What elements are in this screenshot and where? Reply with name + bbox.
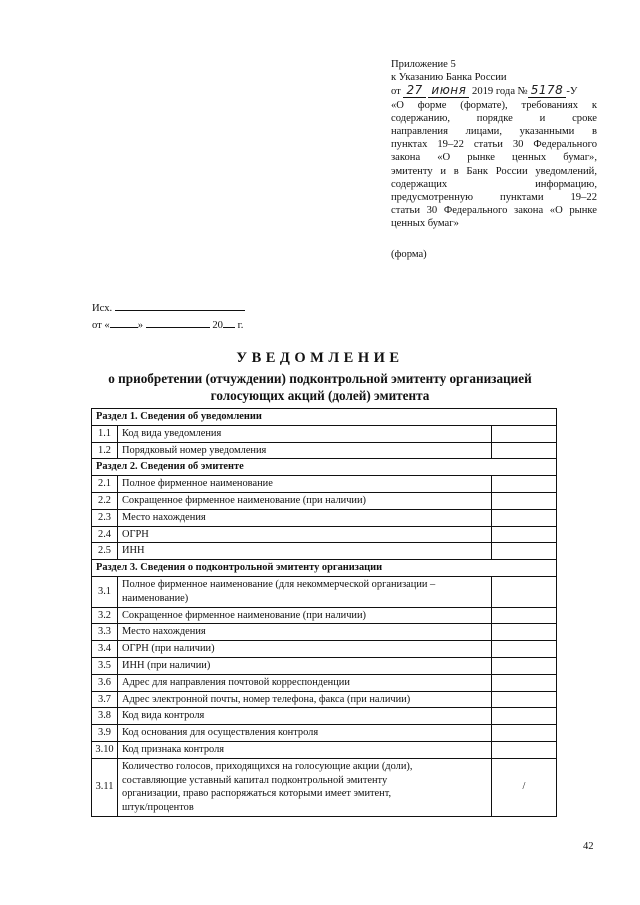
row-number: 3.1 bbox=[92, 576, 118, 607]
outgoing-number-blank[interactable] bbox=[115, 300, 245, 311]
row-value-cell[interactable] bbox=[492, 425, 557, 442]
appendix-text-line: пунктах 19–22 статьи 30 Федерального bbox=[391, 139, 597, 151]
section-row bbox=[92, 459, 557, 476]
row-value-cell[interactable] bbox=[492, 708, 557, 725]
page-number: 42 bbox=[583, 841, 594, 852]
row-value-cell[interactable] bbox=[492, 691, 557, 708]
outgoing-year-prefix: 20 bbox=[212, 320, 223, 331]
row-label: Адрес для направления почтовой корреспонденции bbox=[118, 674, 492, 691]
row-value-cell[interactable] bbox=[492, 641, 557, 658]
appendix-text-line: «О форме (формате), требованиях к bbox=[391, 99, 597, 111]
table-row bbox=[92, 576, 557, 607]
row-number: 1.1 bbox=[92, 425, 118, 442]
outgoing-date-from: от « bbox=[92, 320, 110, 331]
table-row bbox=[92, 607, 557, 624]
appendix-text-line: статьи 30 Федерального закона «О рынке bbox=[391, 205, 597, 217]
appendix-text-line: направления лицами, указанными в bbox=[391, 126, 597, 138]
appendix-text-last-line: ценных бумаг» bbox=[391, 218, 459, 230]
forma-label: (форма) bbox=[391, 249, 427, 260]
row-value-cell[interactable] bbox=[492, 543, 557, 560]
outgoing-year-blank[interactable] bbox=[223, 317, 235, 328]
row-number: 3.3 bbox=[92, 624, 118, 641]
row-value-cell[interactable] bbox=[492, 509, 557, 526]
row-label: Место нахождения bbox=[118, 509, 492, 526]
table-row bbox=[92, 442, 557, 459]
row-label-line: организации, право распоряжаться которыми имеет эмитент, bbox=[122, 788, 392, 800]
appendix-line-1: Приложение 5 bbox=[391, 59, 456, 70]
section-3-header: Раздел 3. Сведения о подконтрольной эмитенту организации bbox=[92, 560, 557, 577]
row-label: Код основания для осуществления контроля bbox=[118, 725, 492, 742]
row-label-line: штук/процентов bbox=[122, 802, 194, 814]
document-subtitle bbox=[60, 370, 580, 404]
row-value-cell[interactable] bbox=[492, 657, 557, 674]
row-label-line: Полное фирменное наименование (для некоммерческой организации – bbox=[122, 578, 436, 590]
row-label: ИНН (при наличии) bbox=[118, 657, 492, 674]
appendix-text-line: содержащих информацию, bbox=[391, 178, 597, 190]
row-label: ОГРН bbox=[118, 526, 492, 543]
document-title: УВЕДОМЛЕНИЕ bbox=[236, 350, 404, 366]
row-label: Код вида уведомления bbox=[118, 425, 492, 442]
outgoing-ref-block bbox=[92, 300, 245, 334]
table-row bbox=[92, 741, 557, 758]
subtitle-line-2: голосующих акций (долей) эмитента bbox=[210, 388, 430, 403]
appendix-text-line: эмитенту и в Банк России уведомлений, bbox=[391, 165, 597, 177]
date-year: 2019 года № bbox=[472, 86, 528, 98]
table-row bbox=[92, 492, 557, 509]
order-number-handwritten: 5178 bbox=[528, 83, 567, 98]
table-row bbox=[92, 425, 557, 442]
table-row bbox=[92, 624, 557, 641]
outgoing-year-suffix: г. bbox=[237, 320, 244, 331]
table-row bbox=[92, 691, 557, 708]
row-number: 3.4 bbox=[92, 641, 118, 658]
row-number: 3.8 bbox=[92, 708, 118, 725]
table-row bbox=[92, 758, 557, 816]
table-row bbox=[92, 526, 557, 543]
date-day-handwritten: 27 bbox=[403, 83, 425, 98]
notification-form-table bbox=[91, 408, 557, 817]
appendix-date-line bbox=[391, 84, 597, 98]
row-value-cell[interactable] bbox=[492, 624, 557, 641]
row-number: 3.9 bbox=[92, 725, 118, 742]
row-label: Код признака контроля bbox=[118, 741, 492, 758]
row-number: 3.2 bbox=[92, 607, 118, 624]
row-number: 3.11 bbox=[92, 758, 118, 816]
row-number: 3.6 bbox=[92, 674, 118, 691]
date-month-handwritten: июня bbox=[428, 83, 469, 98]
appendix-text-line: закона «О рынке ценных бумаг», bbox=[391, 152, 597, 164]
table-row bbox=[92, 725, 557, 742]
outgoing-day-blank[interactable] bbox=[110, 317, 138, 328]
row-number: 2.3 bbox=[92, 509, 118, 526]
outgoing-month-blank[interactable] bbox=[146, 317, 210, 328]
row-number: 3.10 bbox=[92, 741, 118, 758]
section-row bbox=[92, 560, 557, 577]
row-label: Адрес электронной почты, номер телефона, факса (при наличии) bbox=[118, 691, 492, 708]
row-value-cell[interactable] bbox=[492, 725, 557, 742]
appendix-line-2: к Указанию Банка России bbox=[391, 72, 507, 84]
table-row bbox=[92, 657, 557, 674]
row-label: Код вида контроля bbox=[118, 708, 492, 725]
row-number: 3.5 bbox=[92, 657, 118, 674]
table-row bbox=[92, 641, 557, 658]
row-label bbox=[118, 758, 492, 816]
outgoing-date-line bbox=[92, 317, 245, 334]
date-prefix: от bbox=[391, 86, 401, 98]
row-label: ОГРН (при наличии) bbox=[118, 641, 492, 658]
row-value-cell[interactable] bbox=[492, 442, 557, 459]
row-label-line: Количество голосов, приходящихся на голосующие акции (доли), bbox=[122, 760, 413, 772]
row-number: 2.2 bbox=[92, 492, 118, 509]
table-row bbox=[92, 543, 557, 560]
row-label-line: составляющие уставный капитал подконтрольной эмитенту bbox=[122, 774, 388, 786]
row-number: 2.4 bbox=[92, 526, 118, 543]
section-1-header: Раздел 1. Сведения об уведомлении bbox=[92, 409, 557, 426]
votes-value-cell[interactable]: / bbox=[492, 758, 557, 816]
appendix-header bbox=[391, 58, 597, 231]
row-value-cell[interactable] bbox=[492, 576, 557, 607]
row-number: 1.2 bbox=[92, 442, 118, 459]
row-label: ИНН bbox=[118, 543, 492, 560]
row-label: Порядковый номер уведомления bbox=[118, 442, 492, 459]
table-row bbox=[92, 674, 557, 691]
row-value-cell[interactable] bbox=[492, 476, 557, 493]
outgoing-ref-label: Исх. bbox=[92, 303, 113, 314]
row-label: Место нахождения bbox=[118, 624, 492, 641]
row-label: Полное фирменное наименование bbox=[118, 476, 492, 493]
table-row bbox=[92, 708, 557, 725]
row-value-cell[interactable] bbox=[492, 526, 557, 543]
row-number: 2.1 bbox=[92, 476, 118, 493]
outgoing-date-mid: » bbox=[137, 320, 144, 331]
outgoing-number-line bbox=[92, 300, 245, 317]
row-label: Сокращенное фирменное наименование (при наличии) bbox=[118, 492, 492, 509]
row-number: 3.7 bbox=[92, 691, 118, 708]
row-number: 2.5 bbox=[92, 543, 118, 560]
subtitle-line-1: о приобретении (отчуждении) подконтрольной эмитенту организацией bbox=[108, 371, 532, 386]
section-row bbox=[92, 409, 557, 426]
row-label-line: наименование) bbox=[122, 592, 189, 604]
row-value-cell[interactable] bbox=[492, 607, 557, 624]
appendix-text-line: содержанию, порядке и сроке bbox=[391, 112, 597, 124]
section-2-header: Раздел 2. Сведения об эмитенте bbox=[92, 459, 557, 476]
row-label: Сокращенное фирменное наименование (при наличии) bbox=[118, 607, 492, 624]
row-value-cell[interactable] bbox=[492, 741, 557, 758]
table-row bbox=[92, 509, 557, 526]
order-suffix: -У bbox=[566, 86, 578, 98]
row-value-cell[interactable] bbox=[492, 674, 557, 691]
table-row bbox=[92, 476, 557, 493]
appendix-text-line: предусмотренную пунктами 19–22 bbox=[391, 192, 597, 204]
row-label bbox=[118, 576, 492, 607]
row-value-cell[interactable] bbox=[492, 492, 557, 509]
